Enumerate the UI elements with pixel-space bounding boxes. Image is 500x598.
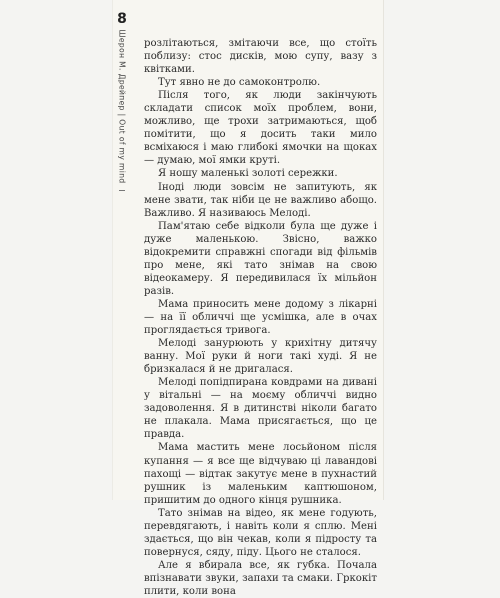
paragraph: Мелоді занурюють у крихітну дитячу ванну. Мої руки й ноги такі худі. Я не бризкалася й не дригалася. (144, 338, 377, 376)
paragraph: Мама мастить мене лосьйоном після купання — я все ще відчуваю ці лавандові пахощі — відтак закутує мене в пухнастий рушник із маленьким каптюшоном, пришитим до одного кінця рушника. (144, 442, 377, 506)
paragraph: Тут явно не до самоконтролю. (158, 77, 321, 89)
book-page (113, 0, 383, 597)
paragraph: Мама приносить мене додому з лікарні — на її обличчі ще усмішка, але в очах проглядається тривога. (144, 298, 377, 337)
page-number: 8 (117, 11, 127, 27)
paragraph: Мелоді попідпирана ковдрами на дивані у вітальні — на моєму обличчі видно задоволення. Я в дитинстві ніколи багато не плакала. Мама присягається, що це правда. (144, 377, 377, 441)
margin-dash (119, 190, 125, 191)
paragraph: Пам'ятаю себе відколи була ще дуже і дуже маленькою. Звісно, важко відокремити справжні спогади від фільмів про мене, які тато знімав на свою відеокамеру. Я передивилася їх мільйон разів. (144, 220, 377, 297)
paragraph: Я ношу маленькі золоті сережки. (158, 168, 338, 180)
paragraph: Але я вбирала все, як губка. Почала впізнавати звуки, запахи та смаки. Гркокіт плити, коли вона (144, 559, 377, 597)
paragraph: розлітаються, змітаючи все, що стоїть поблизу: стос дисків, мою супу, вазу з квітками. (144, 38, 377, 76)
paragraph: Після того, як люди закінчують складати список моїх проблем, вони, можливо, ще трохи затримаються, щоб помітити, що я досить таки мило всміхаюся і маю глибокі ямочки на щоках — думаю, мої ямки круті. (144, 90, 377, 167)
paragraph: Тато знімав на відео, як мене годують, перевдягають, і навіть коли я сплю. Мені здається, що він чекав, коли я підросту та повернуся, сяду, піду. Цього не сталося. (144, 507, 377, 558)
body-text (144, 37, 377, 598)
paragraph: Іноді люди зовсім не запитують, як мене звати, так ніби це не важливо абощо. Важливо. Я називаюсь Мелоді. (144, 181, 377, 219)
running-head (113, 28, 131, 184)
running-head-text: Шерон М. Дрейпер | Out of my mind (117, 28, 127, 184)
